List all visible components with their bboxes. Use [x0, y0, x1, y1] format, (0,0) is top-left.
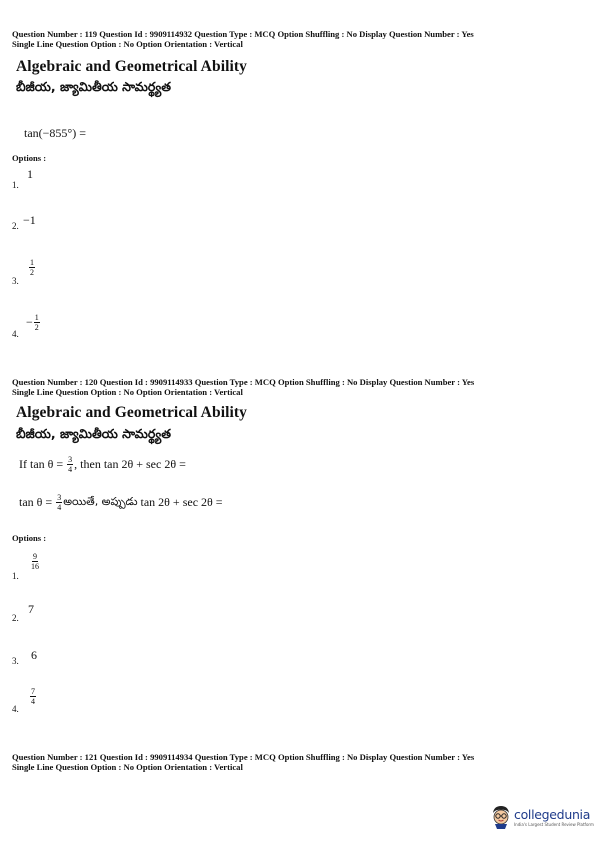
fraction-denominator: 16 [31, 562, 39, 571]
fraction-denominator: 4 [68, 465, 73, 474]
section-title-english: Algebraic and Geometrical Ability [16, 58, 248, 75]
option-number: 3. [12, 656, 19, 666]
student-mascot-icon [490, 804, 512, 830]
option-number: 2. [12, 613, 19, 623]
option-number: 4. [12, 704, 19, 714]
logo-tagline: India's Largest Student Review Platform [514, 822, 594, 827]
fraction-denominator: 4 [57, 503, 62, 512]
options-label: Options : [12, 533, 47, 543]
option-value[interactable]: 1 [27, 167, 33, 181]
collegedunia-logo [490, 804, 594, 830]
fraction-denominator: 2 [30, 268, 34, 277]
section-title-telugu: బీజీయ, జ్యామితీయ సామర్థ్యత [16, 79, 171, 94]
minus-sign: − [26, 315, 33, 329]
option-number: 4. [12, 329, 19, 339]
section-title-english: Algebraic and Geometrical Ability [16, 404, 248, 421]
question-meta-line2: Single Line Question Option : No Option Orientation : Vertical [12, 762, 243, 772]
option-value[interactable]: 6 [31, 648, 37, 662]
option-number: 2. [12, 221, 19, 231]
option-number: 1. [12, 571, 19, 581]
option-fraction[interactable] [30, 687, 36, 706]
question-meta-line1: Question Number : 120 Question Id : 9909114933 Question Type : MCQ Option Shuffling : No Display Question Number : Yes [12, 377, 475, 387]
question-text-english [19, 455, 186, 474]
option-number: 3. [12, 276, 19, 286]
option-fraction[interactable] [30, 552, 40, 571]
question-suffix: tan 2θ + sec 2θ = [137, 495, 223, 509]
fraction-denominator: 4 [31, 697, 35, 706]
option-fraction[interactable] [26, 313, 41, 332]
options-label: Options : [12, 153, 47, 163]
question-text-telugu [19, 493, 223, 512]
section-title-telugu: బీజీయ, జ్యామితీయ సామర్థ్యత [16, 426, 171, 441]
question-meta-line2: Single Line Question Option : No Option Orientation : Vertical [12, 387, 243, 397]
option-fraction[interactable] [29, 258, 35, 277]
option-value[interactable]: −1 [23, 213, 36, 227]
fraction-numerator: 1 [30, 258, 34, 267]
fraction-numerator: 1 [34, 313, 39, 322]
fraction-numerator: 3 [68, 455, 73, 464]
question-telugu-words: అయితే, అప్పుడు [63, 494, 138, 508]
logo-wordmark: collegedunia [514, 807, 591, 822]
question-text: tan(−855°) = [24, 126, 86, 140]
question-meta-line2: Single Line Question Option : No Option Orientation : Vertical [12, 39, 243, 49]
question-prefix: tan θ = [19, 495, 56, 509]
fraction-denominator: 2 [34, 323, 39, 332]
fraction-numerator: 3 [57, 493, 62, 502]
fraction-numerator: 7 [31, 687, 35, 696]
fraction-numerator: 9 [33, 552, 37, 561]
option-value[interactable]: 7 [28, 602, 34, 616]
question-prefix: If tan θ = [19, 457, 67, 471]
question-meta-line1: Question Number : 121 Question Id : 9909114934 Question Type : MCQ Option Shuffling : No Display Question Number : Yes [12, 752, 475, 762]
question-suffix: , then tan 2θ + sec 2θ = [74, 457, 186, 471]
question-meta-line1: Question Number : 119 Question Id : 9909114932 Question Type : MCQ Option Shuffling : No Display Question Number : Yes [12, 29, 474, 39]
option-number: 1. [12, 180, 19, 190]
